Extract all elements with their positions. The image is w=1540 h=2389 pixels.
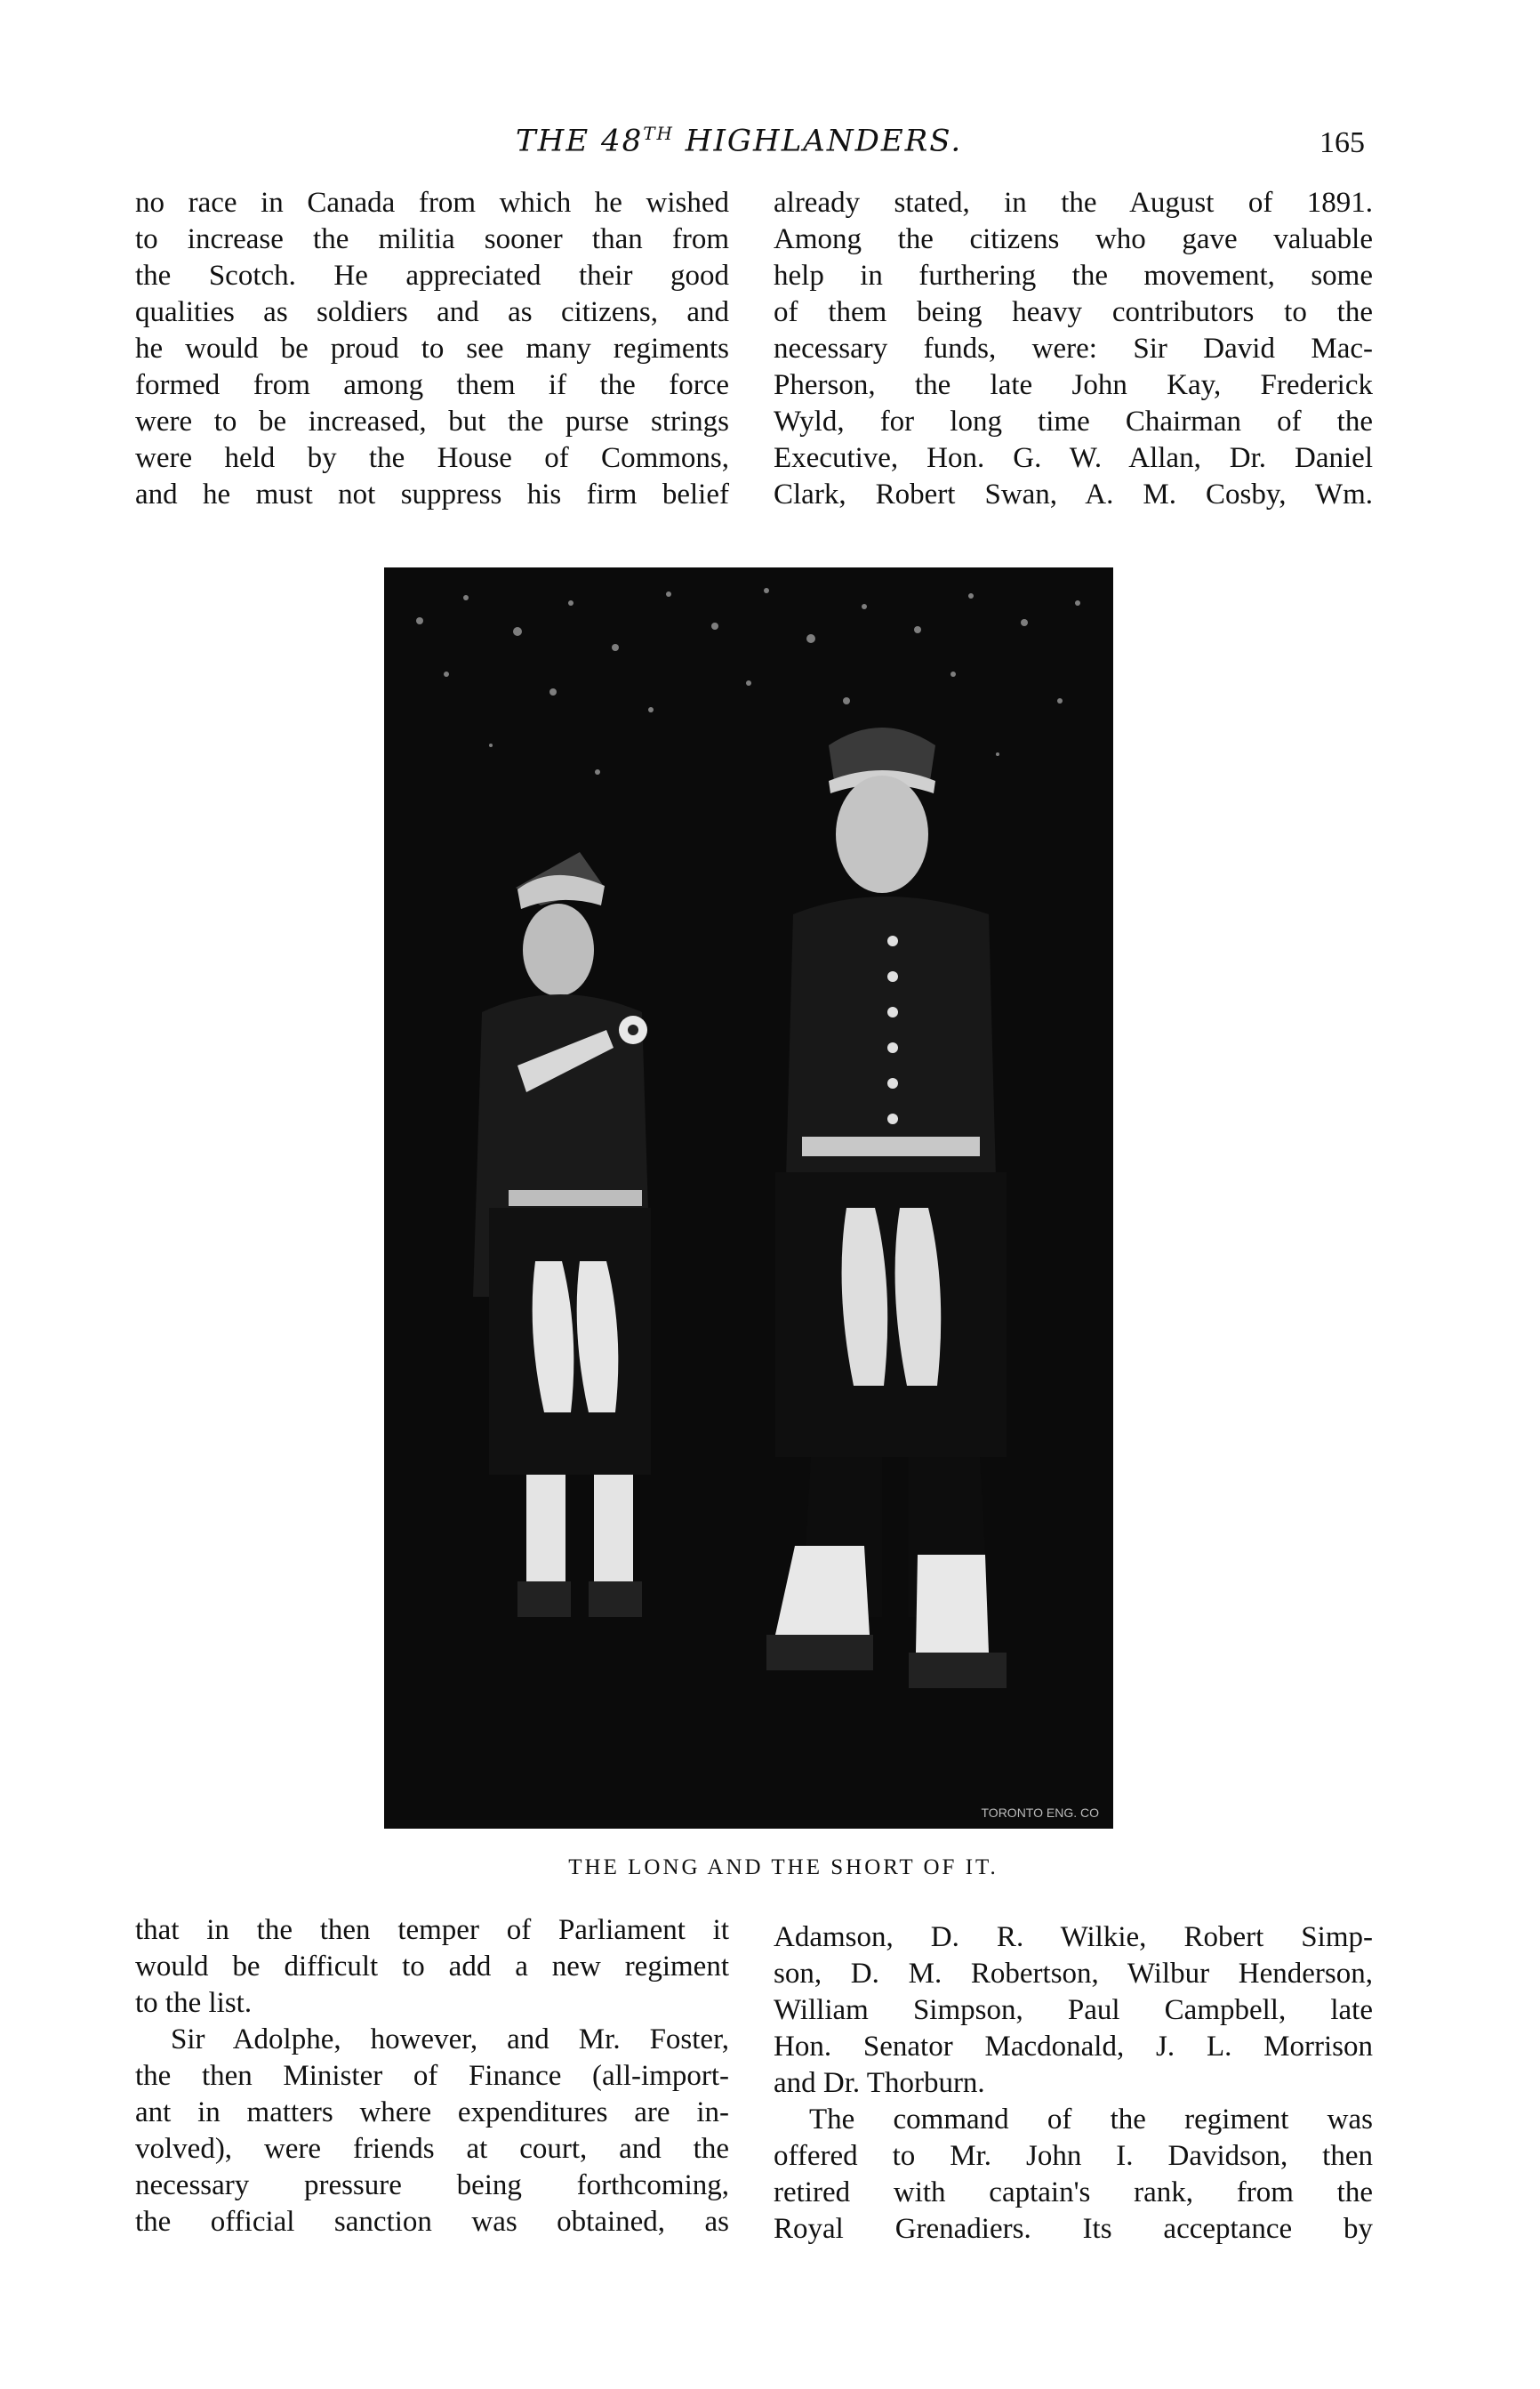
text-line: and he must not suppress his firm belief — [135, 479, 729, 511]
text-line: The command of the regiment was — [809, 2103, 1373, 2136]
text-line: necessary funds, were: Sir David Mac- — [774, 333, 1373, 365]
text-line: formed from among them if the force — [135, 369, 729, 401]
text-line: were to be increased, but the purse strings — [135, 406, 729, 438]
bottom-left-column — [135, 1912, 729, 2240]
short-highlander-figure — [473, 852, 651, 1617]
text-line: he would be proud to see many regiments — [135, 333, 729, 365]
text-line: Executive, Hon. G. W. Allan, Dr. Daniel — [774, 442, 1373, 474]
photograph-two-highlanders — [384, 567, 1113, 1829]
running-title-main: THE 48 — [516, 123, 644, 159]
text-line: that in the then temper of Parliament it — [135, 1914, 729, 1946]
text-line: the Scotch. He appreciated their good — [135, 260, 729, 292]
text-line: retired with captain's rank, from the — [774, 2176, 1373, 2208]
text-line: Sir Adolphe, however, and Mr. Foster, — [171, 2023, 729, 2055]
text-line: Clark, Robert Swan, A. M. Cosby, Wm. — [774, 479, 1373, 511]
text-line: the then Minister of Finance (all-import- — [135, 2060, 729, 2092]
bottom-right-column — [774, 1919, 1373, 2248]
top-left-column — [135, 185, 729, 513]
text-line: Among the citizens who gave valuable — [774, 223, 1373, 255]
running-head — [0, 123, 1540, 162]
text-line: already stated, in the August of 1891. — [774, 187, 1373, 219]
text-line: the official sanction was obtained, as — [135, 2206, 729, 2238]
photograph-illustration — [384, 567, 1113, 1829]
figure-caption: THE LONG AND THE SHORT OF IT. — [568, 1855, 999, 1879]
photo-credit: TORONTO ENG. CO — [981, 1806, 1099, 1820]
text-line: Hon. Senator Macdonald, J. L. Morrison — [774, 2031, 1373, 2063]
text-line: son, D. M. Robertson, Wilbur Henderson, — [774, 1958, 1373, 1990]
text-line: to the list. — [135, 1987, 253, 2019]
text-line: Adamson, D. R. Wilkie, Robert Simp- — [774, 1921, 1373, 1953]
text-line: qualities as soldiers and as citizens, and — [135, 296, 729, 328]
top-right-column — [774, 185, 1373, 513]
running-title-superscript: TH — [643, 123, 674, 144]
text-line: volved), were friends at court, and the — [135, 2133, 729, 2165]
text-line: would be difficult to add a new regiment — [135, 1951, 729, 1983]
text-line: necessary pressure being forthcoming, — [135, 2169, 729, 2201]
text-line: offered to Mr. John I. Davidson, then — [774, 2140, 1373, 2172]
text-line: Royal Grenadiers. Its acceptance by — [774, 2213, 1373, 2245]
page-number: 165 — [1319, 126, 1365, 159]
running-title — [516, 123, 962, 158]
text-line: William Simpson, Paul Campbell, late — [774, 1994, 1373, 2026]
text-line: Wyld, for long time Chairman of the — [774, 406, 1373, 438]
text-line: of them being heavy contributors to the — [774, 296, 1373, 328]
text-line: Pherson, the late John Kay, Frederick — [774, 369, 1373, 401]
text-line: and Dr. Thorburn. — [774, 2067, 985, 2099]
tall-highlander-figure — [766, 728, 1007, 1688]
text-line: to increase the militia sooner than from — [135, 223, 729, 255]
text-line: help in furthering the movement, some — [774, 260, 1373, 292]
foliage-background — [416, 588, 1080, 775]
text-line: were held by the House of Commons, — [135, 442, 729, 474]
text-line: no race in Canada from which he wished — [135, 187, 729, 219]
text-line: ant in matters where expenditures are in- — [135, 2096, 729, 2128]
running-title-rest: HIGHLANDERS. — [674, 123, 963, 159]
